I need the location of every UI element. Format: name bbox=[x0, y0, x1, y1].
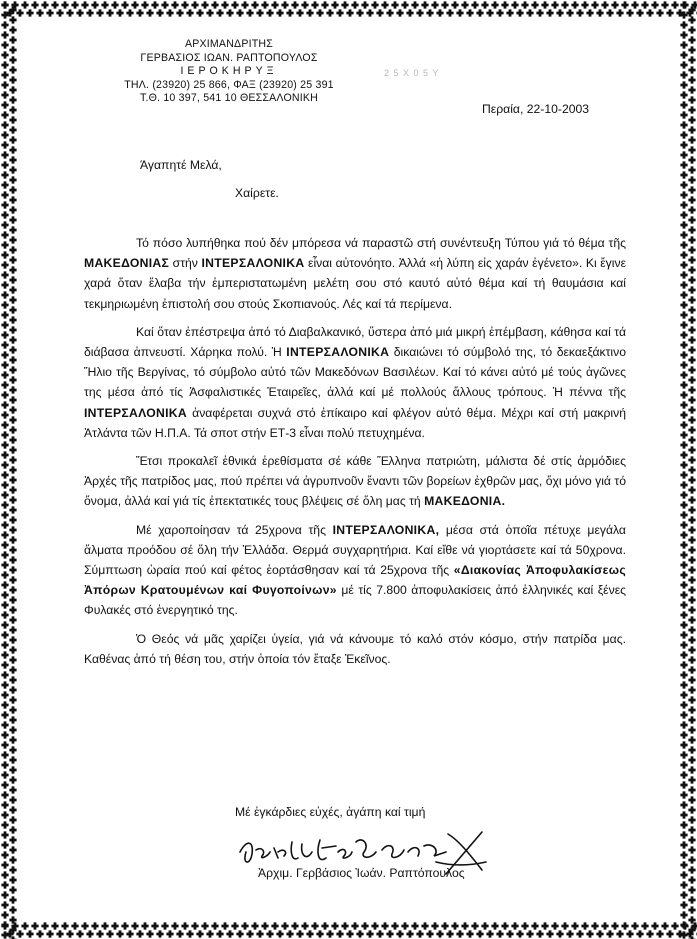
received-stamp: 2 5 X 0 5 Y bbox=[384, 68, 440, 78]
letterhead-phone: ΤΗΛ. (23920) 25 866, ΦΑΞ (23920) 25 391 bbox=[124, 78, 334, 91]
letterhead-name: ΓΕΡΒΑΣΙΟΣ ΙΩΑΝ. ΡΑΠΤΟΠΟΥΛΟΣ bbox=[140, 51, 318, 64]
salutation: Άγαπητέ Μελά, bbox=[140, 158, 222, 172]
paragraph-text: Καί ὅταν ἐπέστρεψα ἀπό τό Διαβαλκανικό, ὕστερα ἀπό μιά μικρή ἐπέμβαση, κάθησα καί τά διάβασα ἀπνευστί. Χάρηκα πολύ. Ἡ bbox=[84, 324, 626, 360]
paragraph bbox=[84, 233, 626, 314]
paragraph-text: μέ τίς 7.800 ἀποφυλακίσεις ἀπό ἑλληνικές καί ξένες Φυλακές στό ἐνεργητικό της. bbox=[84, 583, 627, 618]
emphasized-text: ΙΝΤΕΡΣΑΛΟΝΙΚΑ bbox=[84, 405, 187, 420]
cross-pattern-icon bbox=[679, 0, 697, 939]
decorative-border-top bbox=[0, 0, 697, 18]
paragraph-text: μέσα στά ὁποῖα πέτυχε μεγάλα ἅλματα προόδου σέ ὅλη τήν Ἑλλάδα. Θερμά συγχαρητήρια. Καί εἴθε νά γιορτάσετε καί τά 50χρονα. Σύμπτωση ὡραία πού καί φέτος ἑορτάσθησαν καί τά 25χρονα τῆς bbox=[84, 522, 626, 578]
emphasized-text: ΜΑΚΕΔΟΝΙΑΣ bbox=[84, 256, 170, 271]
letterhead bbox=[84, 38, 374, 106]
paragraph bbox=[84, 322, 626, 443]
emphasized-text: ΜΑΚΕΔΟΝΙΑ. bbox=[424, 494, 506, 509]
greeting: Χαίρετε. bbox=[235, 186, 279, 200]
decorative-border-bottom bbox=[0, 921, 697, 939]
signature-name: Ἀρχιμ. Γερβάσιος Ἰωάν. Ραπτόπουλος bbox=[258, 866, 465, 880]
cross-pattern-icon bbox=[0, 0, 18, 939]
letter-date: Περαία, 22-10-2003 bbox=[482, 102, 590, 116]
emphasized-text: ΙΝΤΕΡΣΑΛΟΝΙΚΑ bbox=[201, 256, 305, 271]
emphasized-text: ΙΝΤΕΡΣΑΛΟΝΙΚΑ, bbox=[332, 522, 440, 537]
emphasized-text: «Διακονίας Ἀποφυλακίσεως Ἀπόρων Κρατουμένων καί Φυγοποίνων» bbox=[84, 563, 626, 598]
decorative-border-right bbox=[679, 0, 697, 939]
paragraph bbox=[84, 629, 626, 669]
letterhead-role: ΙΕΡΟΚΗΡΥΞ bbox=[180, 65, 278, 77]
paragraph-text: δικαιώνει τό σύμβολό της, τό δεκαεξάκτινο Ἥλιο τῆς Βεργίνας, τό σύμβολο αὐτό τῶν Μακεδόνων Βασιλέων. Καί τό κάνει αὐτό μέ τούς ἀγῶνες της μέσα ἀπό τίς Ἀσφαλιστικές Ἑταιρεῖες, ἀλλά καί μέ πολλούς ἄλλους τρόπους. Ἡ πέννα τῆς bbox=[84, 345, 626, 400]
paragraph-text: στήν bbox=[169, 256, 202, 271]
paragraph-text: Ὁ Θεός νά μᾶς χαρίζει ὑγεία, γιά νά κάνουμε τό καλό στόν κόσμο, στήν πατρίδα μας. Καθένας ἀπό τή θέση του, στήν ὁποία τόν ἔταξε Ἐκεῖνος. bbox=[84, 631, 626, 666]
paragraph-text: Τό πόσο λυπήθηκα πού δέν μπόρεσα νά παραστῶ στή συνέντευξη Τύπου γιά τό θέμα τῆς bbox=[136, 236, 626, 250]
paragraph-text: Μέ χαροποίησαν τά 25χρονα τῆς bbox=[136, 522, 333, 537]
emphasized-text: ΙΝΤΕΡΣΑΛΟΝΙΚΑ bbox=[286, 345, 390, 360]
letterhead-title: ΑΡΧΙΜΑΝΔΡΙΤΗΣ bbox=[184, 38, 274, 50]
paragraph-text: εἶναι αὐτονόητο. Ἀλλά «ἡ λύπη εἰς χαράν ἐγένετο». Κι ἔγινε χαρά ὅταν ἔλαβα τήν ἐμπεριστατωμένη μελέτη σου στό καυτό αὐτό θέμα καί τή θαυμάσια καί τεκμηριωμένη ἐπιστολή σου στούς Σκοπιανούς. Λές καί τά περίμενα. bbox=[84, 256, 626, 311]
closing-line: Μέ ἐγκάρδιες εὐχές, ἀγάπη καί τιμή bbox=[235, 805, 426, 819]
paragraph-text: Ἔτσι προκαλεῖ ἐθνικά ἐρεθίσματα σέ κάθε Ἕλληνα πατριώτη, μάλιστα δέ στίς ἁρμόδιες Ἀρχές τῆς πατρίδος μας, πού πρέπει νά ἀγρυπνοῦν ἔναντι τῶν βορείων ἐχθρῶν μας, ὄχι μόνο γιά τό ὄνομα, ἀλλά καί γιά τίς ἐπεκτατικές τους βλέψεις σέ ὅλη μας τή bbox=[84, 454, 626, 509]
paragraph bbox=[84, 451, 626, 512]
decorative-border-left bbox=[0, 0, 18, 939]
letter-body bbox=[84, 233, 626, 669]
letterhead-address: Τ.Θ. 10 397, 541 10 ΘΕΣΣΑΛΟΝΙΚΗ bbox=[139, 92, 319, 104]
cross-pattern-icon bbox=[0, 921, 697, 939]
cross-pattern-icon bbox=[0, 0, 697, 18]
paragraph bbox=[84, 520, 626, 621]
paragraph-text: ἀναφέρεται συχνά στό ἐπίκαιρο καί φλέγον αὐτό θέμα. Μέχρι καί στή μακρινή Ἀτλάντα τῶν Η.Π.Α. Τά σποτ στήν ΕΤ-3 εἶναι πολύ πετυχημένα. bbox=[84, 405, 626, 440]
